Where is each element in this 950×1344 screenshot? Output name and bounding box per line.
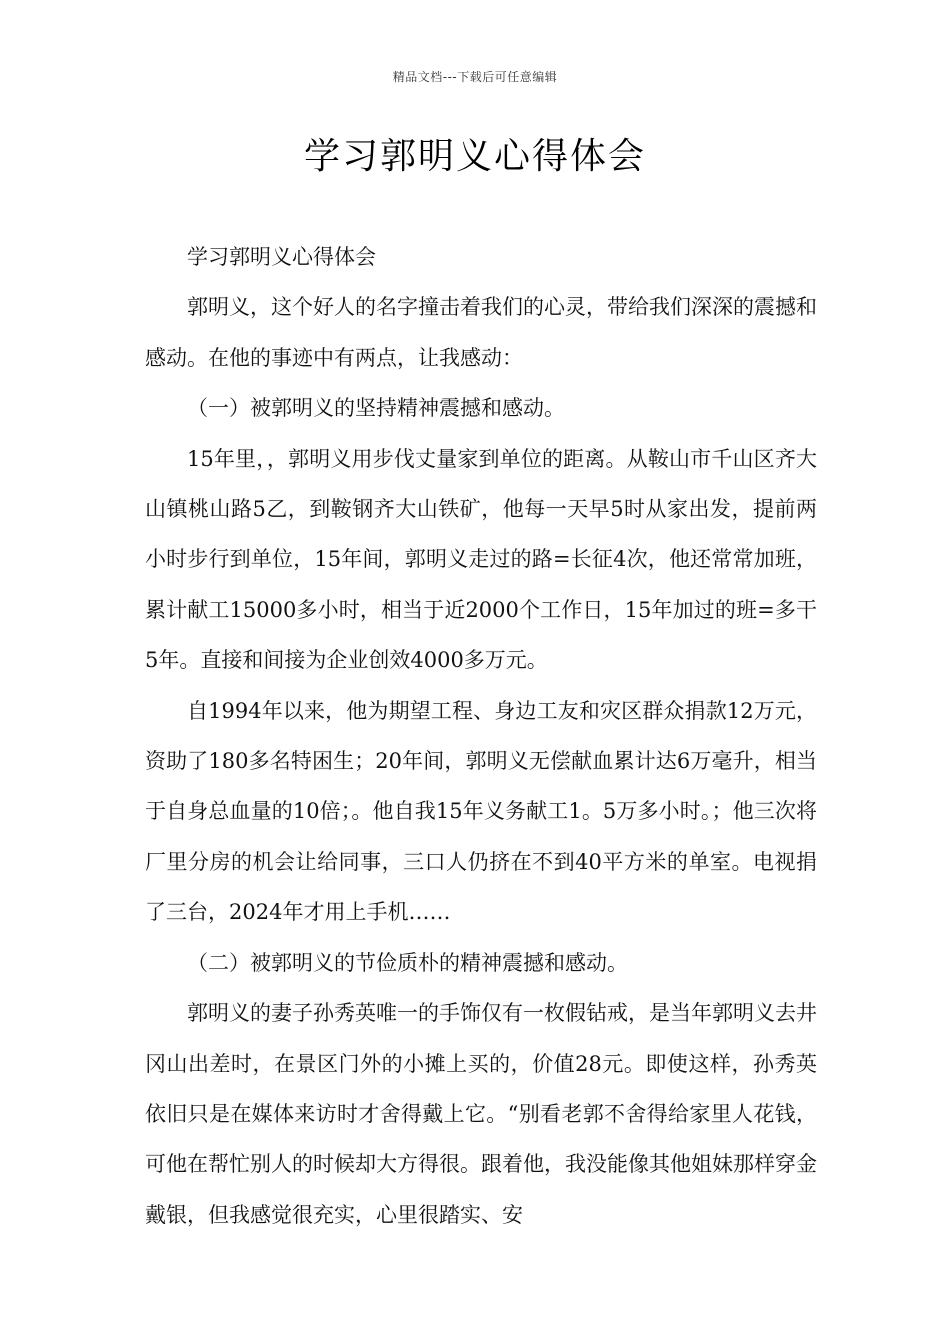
header-note: 精品文档---下载后可任意编辑: [392, 70, 558, 84]
document-title: 学习郭明义心得体会: [303, 136, 646, 177]
document-body: [145, 232, 817, 1240]
paragraph-donations: 自1994年以来，他为期望工程、身边工友和灾区群众捐款12万元，资助了180多名特困生；20年间，郭明义无偿献血累计达6万毫升，相当于自身总血量的10倍；。他自我15年义务献工1。5万多小时。；他三次将厂里分房的机会让给同事，三口人仍挤在不到40平方米的单室。电视捐了三台，2024年才用上手机……: [145, 698, 817, 925]
paragraph-subtitle: 学习郭明义心得体会: [187, 245, 376, 269]
section-heading-1: （一）被郭明义的坚持精神震撼和感动。: [187, 396, 565, 421]
paragraph-commute: 15年里，，郭明义用步伐丈量家到单位的距离。从鞍山市千山区齐大山镇桃山路5乙，到鞍钢齐大山铁矿，他每一天早5时从家出发，提前两小时步行到单位，15年间，郭明义走过的路=长征4次，他还常常加班，累计献工15000多小时，相当于近2000个工作日，15年加过的班=多干5年。直接和间接为企业创效4000多万元。: [145, 446, 817, 673]
section-heading-2: （二）被郭明义的节俭质朴的精神震撼和感动。: [187, 950, 628, 975]
paragraph-wife: 郭明义的妻子孙秀英唯一的手饰仅有一枚假钻戒，是当年郭明义去井冈山出差时，在景区门外的小摊上买的，价值28元。即使这样，孙秀英依旧只是在媒体来访时才舍得戴上它。“别看老郭不舍得给家里人花钱，可他在帮忙别人的时候却大方得很。跟着他，我没能像其他姐妹那样穿金戴银，但我感觉很充实，心里很踏实、安: [145, 1001, 817, 1227]
paragraph-intro: 郭明义，这个好人的名字撞击着我们的心灵，带给我们深深的震撼和感动。在他的事迹中有两点，让我感动：: [145, 295, 817, 370]
